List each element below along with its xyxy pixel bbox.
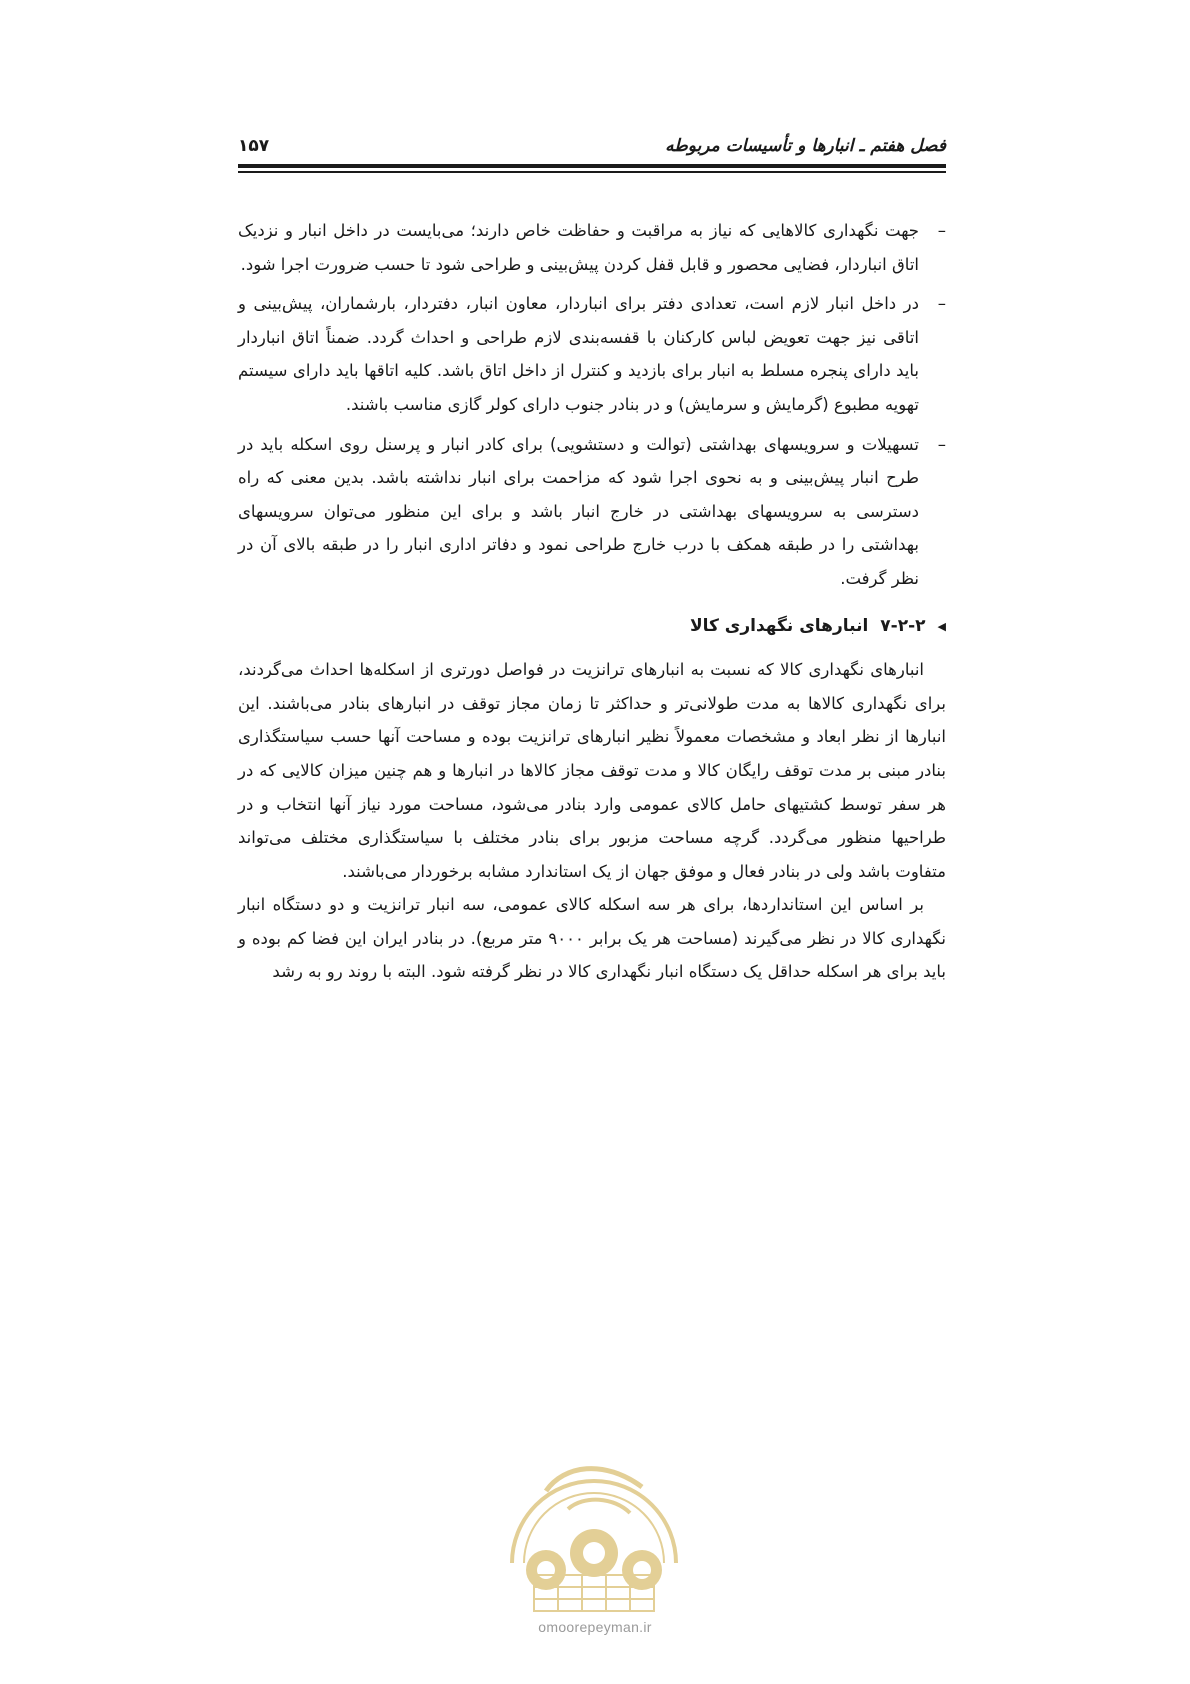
- bullet-item: [238, 214, 946, 281]
- watermark-website: omoorepeyman.ir: [538, 1619, 652, 1635]
- watermark-seal-logo: [484, 1435, 704, 1615]
- section-heading: [238, 610, 946, 644]
- running-header: [238, 126, 946, 166]
- bullet-text: تسهیلات و سرویسهای بهداشتی (توالت و دستشویی) برای کادر انبار و پرسنل روی اسکله باید در طرح انبار پیش‌بینی و به نحوی اجرا شود که مزاحمت برای انبار نداشته باشد. بدین معنی که راه دسترسی به سرویسهای بهداشتی در خارج انبار باشد و برای این منظور می‌توان سرویسهای بهداشتی را در طبقه همکف با درب خارج طراحی نمود و دفاتر اداری انبار را در طبقه بالای آن در نظر گرفت.: [238, 434, 919, 588]
- page-number: ۱۵۷: [238, 136, 270, 156]
- section-marker-icon: ◀: [937, 619, 946, 633]
- bullet-dash: –: [937, 294, 946, 314]
- section-title: انبارهای نگهداری کالا: [689, 615, 869, 636]
- bullet-text: در داخل انبار لازم است، تعدادی دفتر برای انباردار، معاون انبار، دفتردار، بارشماران، پیش‌بینی و اتاقی نیز جهت تعویض لباس کارکنان با قفسه‌بندی لازم طراحی و احداث گردد. ضمناً اتاق انباردار باید دارای پنجره مسلط به انبار برای بازدید و کنترل از داخل اتاق باشد. کلیه اتاقها باید دارای سیستم تهویه مطبوع (گرمایش و سرمایش) و در بنادر جنوب دارای کولر گازی مناسب باشند.: [238, 294, 919, 414]
- bullet-text: جهت نگهداری کالاهایی که نیاز به مراقبت و حفاظت خاص دارند؛ می‌بایست در داخل انبار و نزدیک اتاق انباردار، فضایی محصور و قابل قفل کردن پیش‌بینی و طراحی شود تا حسب ضرورت اجرا شود.: [238, 221, 919, 274]
- paragraph: بر اساس این استانداردها، برای هر سه اسکله کالای عمومی، سه انبار ترانزیت و دو دستگاه انبار نگهداری کالا در نظر می‌گیرند (مساحت هر یک برابر ۹۰۰۰ متر مربع). در بنادر ایران این فضا کم بوده و باید برای هر اسکله حداقل یک دستگاه انبار نگهداری کالا در نظر گرفته شود. البته با روند رو به رشد: [238, 895, 946, 982]
- bullet-item: [238, 287, 946, 421]
- bullet-dash: –: [937, 221, 946, 240]
- paragraph: انبارهای نگهداری کالا که نسبت به انبارهای ترانزیت در فواصل دورتری از اسکله‌ها احداث می‌گردند، برای نگهداری کالاها به مدت طولانی‌تر و حداکثر تا زمان مجاز توقف در انبارهای بنادر می‌باشند. این انبارها از نظر ابعاد و مشخصات معمولاً نظیر انبارهای ترانزیت بوده و مساحت آنها حسب سیاستگذاری بنادر مبنی بر مدت توقف رایگان کالا و مدت توقف مجاز کالاها در انبارها و هم چنین میزان کالایی که در هر سفر توسط کشتیهای حامل کالای عمومی وارد بنادر می‌شود، مساحت مورد نیاز آنها انتخاب و در طراحیها منظور می‌گردد. گرچه مساحت مزبور برای بنادر مختلف با سیاستگذاری مختلف می‌تواند متفاوت باشد ولی در بنادر فعال و موفق جهان از یک استاندارد مشابه برخوردار می‌باشند.: [238, 660, 946, 881]
- header-rule-thick: [238, 164, 946, 168]
- bullet-item: [238, 428, 946, 596]
- chapter-title: فصل هفتم ـ انبارها و تأسیسات مربوطه: [665, 136, 946, 156]
- header-rule-thin: [238, 171, 946, 173]
- body-text: [238, 214, 946, 989]
- bullet-dash: –: [937, 434, 946, 454]
- section-number: ۷-۲-۲: [880, 615, 926, 636]
